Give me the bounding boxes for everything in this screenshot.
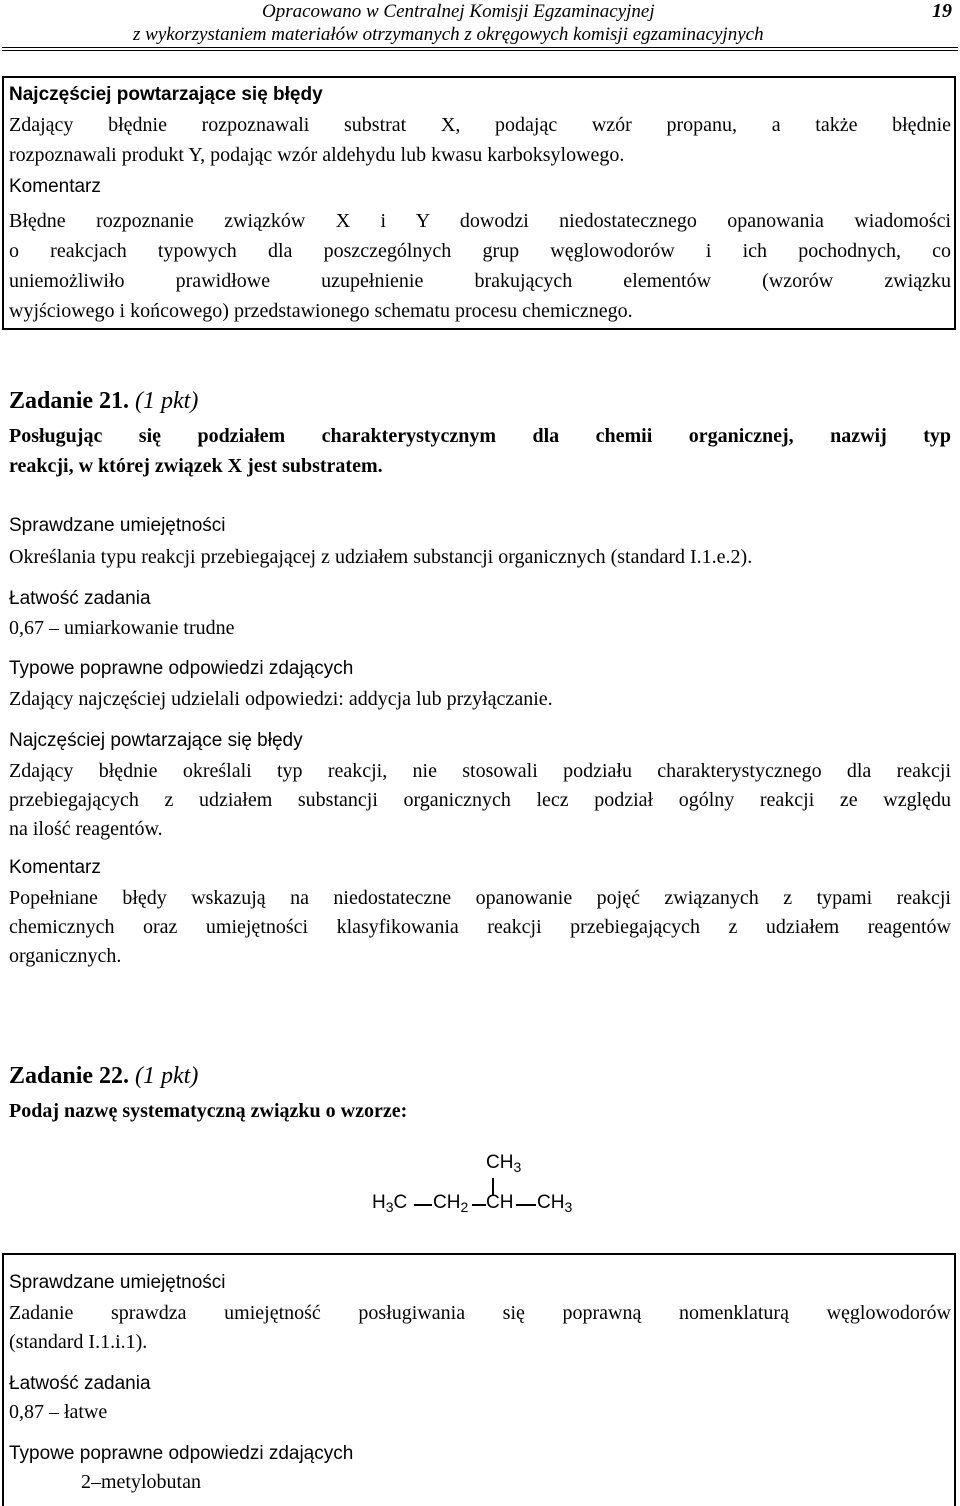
carbon-3: CH (486, 1192, 514, 1213)
task-21-question: Posługując się podziałem charakterystycznym dla chemii organicznej, nazwij typ (9, 425, 951, 447)
comment-line: Błędne rozpoznanie związków X i Y dowodzi niedostatecznego opanowania wiadomości (9, 210, 951, 232)
errors-line: przebiegających z udziałem substancji organicznych lecz podział ogólny reakcji ze względu (9, 789, 951, 811)
skills-text: Określania typu reakcji przebiegającej z udziałem substancji organicznych (standard I.1.e.2). (9, 546, 753, 568)
comment-line: uniemożliwiło prawidłowe uzupełnienie brakujących elementów (wzorów związku (9, 270, 951, 292)
comment-title: Komentarz (9, 857, 101, 878)
task-21-title (9, 388, 198, 415)
task-21-question: reakcji, w której związek X jest substratem. (9, 455, 383, 477)
carbon-2: $CH_2$ (433, 1192, 469, 1215)
structural-formula (368, 1150, 588, 1220)
task-22-question: Podaj nazwę systematyczną związku o wzorze: (9, 1100, 408, 1122)
skills-title: Sprawdzane umiejętności (9, 1272, 226, 1293)
errors-line: Zdający błędnie rozpoznawali substrat X, podając wzór propanu, a także błędnie (9, 114, 951, 136)
errors-line: rozpoznawali produkt Y, podając wzór aldehydu lub kwasu karboksylowego. (9, 144, 625, 166)
header-line-1: Opracowano w Centralnej Komisji Egzaminacyjnej (262, 1, 655, 22)
answers-text: Zdający najczęściej udzielali odpowiedzi: addycja lub przyłączanie. (9, 688, 553, 710)
carbon-4: $CH_3$ (537, 1192, 573, 1215)
comment-line: Popełniane błędy wskazują na niedostateczne opanowanie pojęć związanych z typami reakcji (9, 887, 951, 909)
task-22-title (9, 1063, 198, 1090)
comment-line: wyjściowego i końcowego) przedstawionego schematu procesu chemicznego. (9, 300, 633, 322)
difficulty-title: Łatwość zadania (9, 588, 151, 609)
answers-title: Typowe poprawne odpowiedzi zdających (9, 658, 354, 679)
comment-line: o reakcjach typowych dla poszczególnych grup węglowodorów i ich pochodnych, co (9, 240, 951, 262)
bond-1-2 (414, 1204, 432, 1206)
carbon-1: $H_3C$ (372, 1192, 408, 1215)
difficulty-text: 0,87 – łatwe (9, 1401, 108, 1423)
header-rule-second (2, 50, 958, 51)
errors-line: Zdający błędnie określali typ reakcji, nie stosowali podziału charakterystycznego dla reakcji (9, 760, 951, 782)
difficulty-text: 0,67 – umiarkowanie trudne (9, 617, 235, 639)
methyl-branch: $CH_3$ (486, 1152, 522, 1175)
difficulty-title: Łatwość zadania (9, 1373, 151, 1394)
comment-line: chemicznych oraz umiejętności klasyfikowania reakcji przebiegających z udziałem reagentów (9, 916, 951, 938)
skills-line: Zadanie sprawdza umiejętność posługiwania się poprawną nomenklaturą węglowodorów (9, 1302, 951, 1324)
answers-title: Typowe poprawne odpowiedzi zdających (9, 1443, 354, 1464)
bond-2-3 (472, 1204, 486, 1206)
task-21-number: Zadanie 21. (9, 388, 130, 414)
skills-line: (standard I.1.i.1). (9, 1331, 148, 1353)
task-22-number: Zadanie 22. (9, 1063, 130, 1089)
header-line-2: z wykorzystaniem materiałów otrzymanych z okręgowych komisji egzaminacyjnych (133, 24, 764, 45)
errors-line: na ilość reagentów. (9, 818, 163, 840)
task-22-points: (1 pkt) (135, 1063, 199, 1089)
errors-title: Najczęściej powtarzające się błędy (9, 730, 303, 751)
task-21-points: (1 pkt) (135, 388, 199, 414)
answers-text: 2–metylobutan (81, 1471, 201, 1493)
header-rule (2, 47, 958, 48)
bond-3-4 (516, 1204, 536, 1206)
comment-title: Komentarz (9, 176, 101, 197)
comment-line: organicznych. (9, 945, 122, 967)
page-header (0, 0, 960, 50)
skills-title: Sprawdzane umiejętności (9, 515, 226, 536)
page-number: 19 (932, 0, 952, 22)
errors-title: Najczęściej powtarzające się błędy (9, 84, 323, 105)
